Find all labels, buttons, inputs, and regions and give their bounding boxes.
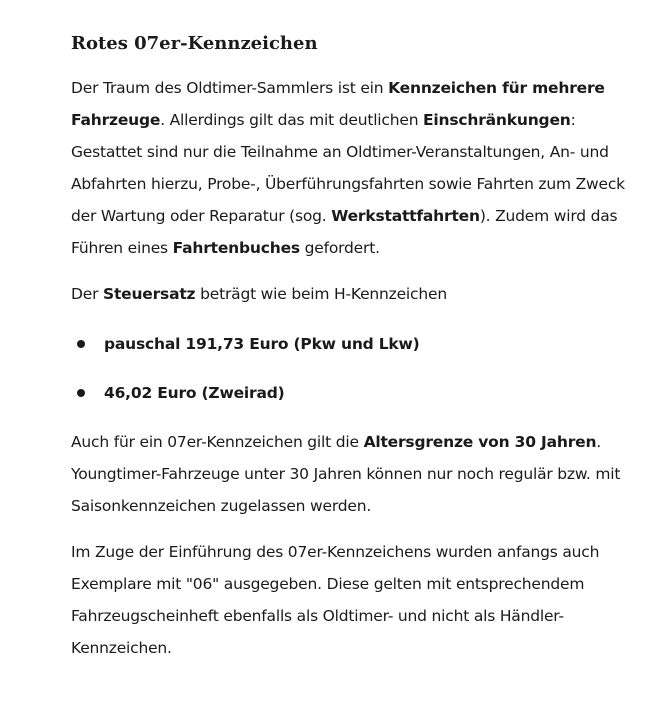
text: Im Zuge der Einführung des 07er-Kennzeichens wurden anfangs auch Exemplare mit "06" ausgegeben. Diese gelten mit entsprechendem Fahrzeugscheinheft ebenfalls als Oldtimer- und nicht als Händler-Kennzeichen. (71, 543, 600, 657)
paragraph-history (71, 536, 631, 664)
paragraph-tax (71, 278, 631, 310)
paragraph-age-limit (71, 426, 631, 522)
text: Der (71, 285, 103, 303)
text: . Allerdings gilt das mit deutlichen (160, 111, 424, 129)
tax-list (71, 328, 631, 409)
list-item-text: pauschal 191,73 Euro (Pkw und Lkw) (104, 335, 420, 353)
emphasis: Kennzeichen für mehrere Fahrzeuge (71, 79, 605, 129)
emphasis: Werkstattfahrten (331, 207, 480, 225)
bullet-icon (77, 340, 85, 348)
text: . Youngtimer-Fahrzeuge unter 30 Jahren können nur noch regulär bzw. mit Saisonkennzeichen zugelassen werden. (71, 433, 621, 515)
emphasis: Einschränkungen (423, 111, 571, 129)
text: ). Zudem wird das Führen eines (71, 207, 618, 257)
text: beträgt wie beim H-Kennzeichen (195, 285, 447, 303)
text: Der Traum des Oldtimer-Sammlers ist ein (71, 79, 389, 97)
list-item (71, 377, 631, 409)
bullet-icon (77, 389, 85, 397)
text: gefordert. (299, 239, 380, 257)
list-item (71, 328, 631, 360)
text: : Gestattet sind nur die Teilnahme an Oldtimer-Veranstaltungen, An- und Abfahrten hierzu, Probe-, Überführungsfahrten sowie Fahrten zum Zweck der Wartung oder Reparatur (sog. (71, 111, 625, 225)
text: Auch für ein 07er-Kennzeichen gilt die (71, 433, 364, 451)
list-item-text: 46,02 Euro (Zweirad) (104, 384, 285, 402)
emphasis: Steuersatz (102, 285, 196, 303)
article (71, 30, 631, 664)
emphasis: Fahrtenbuches (172, 239, 300, 257)
section-heading: Rotes 07er-Kennzeichen (71, 33, 318, 54)
emphasis: Altersgrenze von 30 Jahren (363, 433, 597, 451)
paragraph-intro (71, 72, 631, 264)
